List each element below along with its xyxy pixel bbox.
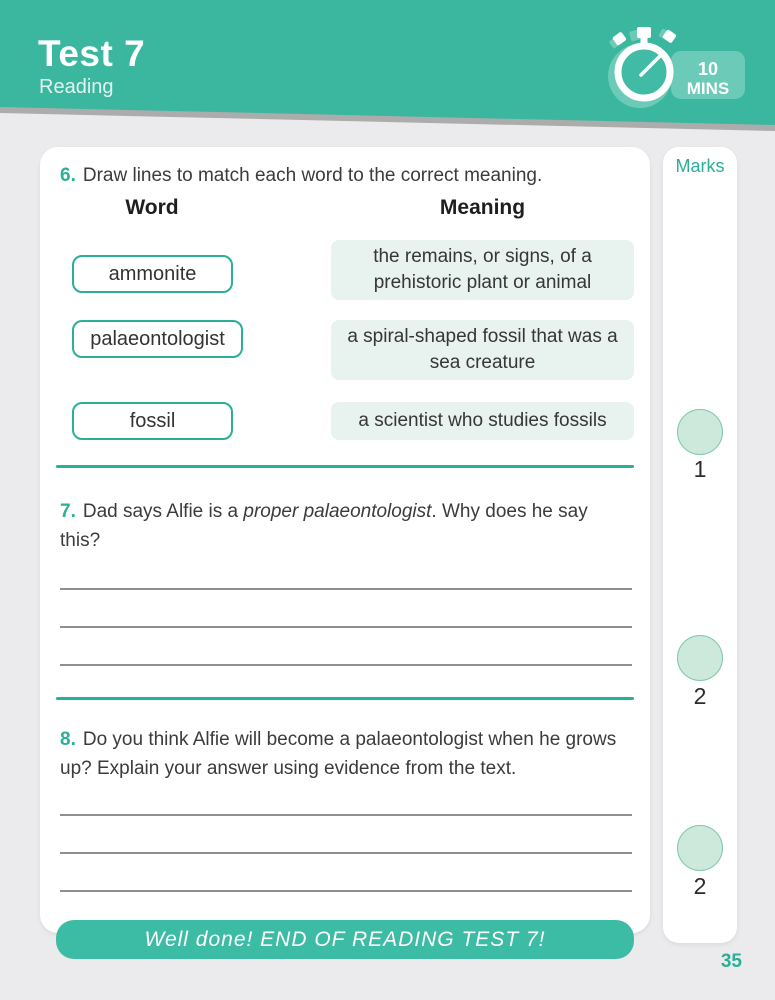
stopwatch-glyph [608, 27, 677, 108]
mark-value-q7: 2 [693, 683, 707, 709]
question-8-prompt [60, 725, 642, 783]
marks-panel [663, 147, 737, 943]
answer-line[interactable] [60, 626, 632, 628]
answer-line[interactable] [60, 814, 632, 816]
question-7-text-before: Dad says Alfie is a [82, 501, 244, 522]
page-subtitle: Reading [39, 76, 114, 98]
column-header-word: Word [125, 196, 179, 219]
section-divider [56, 697, 634, 700]
meaning-box-2[interactable]: a spiral-shaped fossil that was a sea creature [331, 320, 634, 380]
word-box-ammonite[interactable]: ammonite [72, 255, 233, 293]
timer-unit: MINS [686, 79, 730, 98]
answer-line[interactable] [60, 890, 632, 892]
question-7-number: 7. [60, 501, 76, 522]
question-8-text: Do you think Alfie will become a palaeontologist when he grows up? Explain your answer using evidence from the text. [60, 729, 617, 779]
stopwatch-icon [588, 14, 775, 122]
mark-value-q6: 1 [693, 456, 707, 482]
question-7-text-italic: proper palaeontologist [243, 501, 432, 522]
timer-minutes: 10 [697, 59, 719, 79]
question-card [40, 147, 650, 933]
question-6-number: 6. [60, 165, 76, 186]
section-divider [56, 465, 634, 468]
answer-line[interactable] [60, 588, 632, 590]
mark-circle-q6[interactable] [677, 409, 723, 455]
mark-circle-q7[interactable] [677, 635, 723, 681]
page-title: Test 7 [38, 33, 146, 74]
mark-circle-q8[interactable] [677, 825, 723, 871]
question-7-prompt [60, 497, 608, 555]
column-header-meaning: Meaning [439, 196, 526, 219]
meaning-box-3[interactable]: a scientist who studies fossils [331, 402, 634, 440]
meaning-box-1[interactable]: the remains, or signs, of a prehistoric plant or animal [331, 240, 634, 300]
word-box-fossil[interactable]: fossil [72, 402, 233, 440]
question-6-text: Draw lines to match each word to the correct meaning. [82, 165, 543, 186]
word-box-palaeontologist[interactable]: palaeontologist [72, 320, 243, 358]
question-8-number: 8. [60, 729, 76, 750]
page-number: 35 [720, 951, 742, 972]
mark-value-q8: 2 [693, 873, 707, 899]
question-6-prompt [60, 161, 635, 190]
answer-line[interactable] [60, 852, 632, 854]
end-of-test-banner: Well done! END OF READING TEST 7! [56, 920, 634, 959]
marks-label: Marks [675, 156, 725, 176]
question-7-text-after: . Why does he say this? [60, 501, 588, 551]
answer-line[interactable] [60, 664, 632, 666]
